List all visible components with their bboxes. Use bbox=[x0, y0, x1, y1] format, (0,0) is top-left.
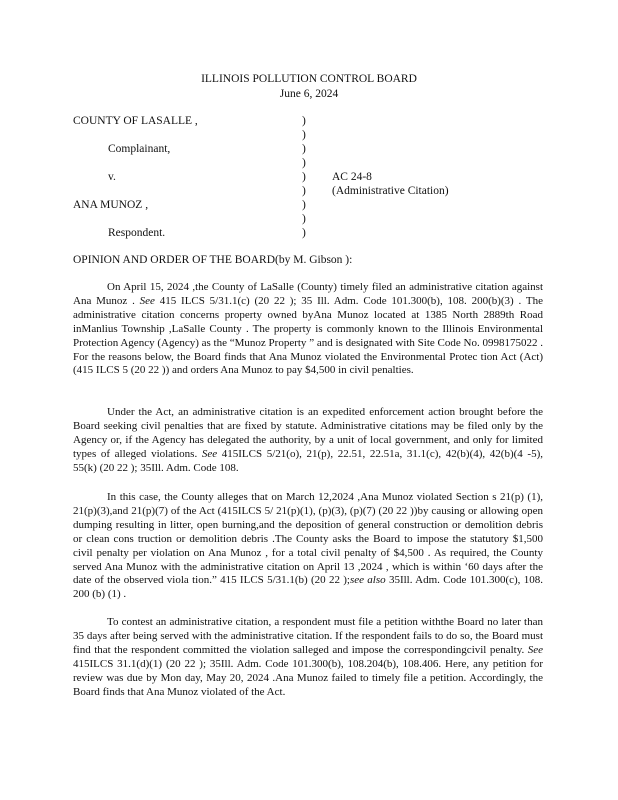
caption-paren: ) bbox=[302, 227, 306, 239]
caption-paren: ) bbox=[302, 199, 306, 211]
caption-paren: ) bbox=[302, 143, 306, 155]
citation-signal: See bbox=[201, 447, 218, 460]
respondent-role: Respondent. bbox=[108, 227, 166, 239]
citation-signal: see also bbox=[349, 574, 386, 587]
caption-paren: ) bbox=[302, 115, 306, 127]
citation-signal: See bbox=[139, 294, 155, 307]
petitioner-name: COUNTY OF LASALLE , bbox=[73, 115, 198, 127]
paragraph-1: On April 15, 2024 ,the County of LaSalle (County) timely filed an administrative citation against Ana Munoz . See 415 ILCS 5/31.1(c) (20 22 ); 35 Ill. Adm. Code 101.300(b), 108. 200(b)(3) . The administrative citation concerns property owned byAna Munoz located at 1385 North 2889th Road inManlius Township ,LaSalle County . The property is commonly known to the Illinois Environmental Protection Agency (Agency) as the “Munoz Property ” and is designated with Site Code No. 0998175022 . For the reasons below, the Board finds that Ana Munoz violated the Environmental Protec tion Act (Act) (415 ILCS 5 (20 22 )) and orders Ana Munoz to pay $4,500 in civil penalties. bbox=[73, 281, 543, 377]
agency-name: ILLINOIS POLLUTION CONTROL BOARD bbox=[201, 73, 417, 85]
caption-paren: ) bbox=[302, 129, 306, 141]
case-number: AC 24-8 bbox=[332, 171, 372, 183]
petitioner-role: Complainant, bbox=[108, 143, 171, 155]
caption-paren: ) bbox=[302, 213, 306, 225]
opinion-heading: OPINION AND ORDER OF THE BOARD(by M. Gibson ): bbox=[73, 254, 353, 266]
caption-paren: ) bbox=[302, 157, 306, 169]
order-date: June 6, 2024 bbox=[279, 88, 339, 100]
paragraph-4: To contest an administrative citation, a respondent must file a petition withthe Board no later than 35 days after being served with the administrative citation. If the respondent fails to do so, the Board must find that the respondent committed the violation salleged and impose the correspondingcivil penalty. See 415ILCS 31.1(d)(1) (20 22 ); 35Ill. Adm. Code 101.300(b), 108.204(b), 108.406. Here, any petition for review was due by Mon day, May 20, 2024 .Ana Munoz failed to timely file a petition. Accordingly, the Board finds that Ana Munoz violated of the Act. bbox=[73, 616, 543, 698]
caption-paren: ) bbox=[302, 171, 306, 183]
versus-label: v. bbox=[108, 171, 116, 183]
respondent-name: ANA MUNOZ , bbox=[73, 199, 149, 211]
paragraph-3: In this case, the County alleges that on March 12,2024 ,Ana Munoz violated Section s 21(p) (1), 21(p)(3),and 21(p)(7) of the Act (415ILCS 5/ 21(p)(1), (p)(3), (p)(7) (20 22 ))by causing or allowing open dumping resulting in litter, open burning,and the deposition of general construction or demolition debris or clean cons truction or demolition debris .The County asks the Board to impose the statutory $1,500 civil penalty per violation on Ana Munoz , for a total civil penalty of $4,500 . As required, the County served Ana Munoz with the administrative citation on April 13 ,2024 , which is within ‘60 days after the date of the observed viola tion.” 415 ILCS 5/31.1(b) (20 22 );see also 35Ill. Adm. Code 101.300(c), 108. 200 (b) (1) . bbox=[73, 491, 543, 601]
document-header bbox=[0, 72, 618, 102]
paragraph-2: Under the Act, an administrative citation is an expedited enforcement action brought before the Board seeking civil penalties that are fixed by statute. Administrative citations may be filed only by the Agency or, if the Agency has delegated the authority, by a unit of local government, and only for limited types of alleged violations. See 415ILCS 5/21(o), 21(p), 22.51, 22.51a, 31.1(c), 42(b)(4), 42(b)(4 -5), 55(k) (20 22 ); 35Ill. Adm. Code 108. bbox=[73, 406, 544, 474]
case-type: (Administrative Citation) bbox=[332, 185, 449, 197]
caption-paren: ) bbox=[302, 185, 306, 197]
citation-signal: See bbox=[527, 643, 543, 656]
